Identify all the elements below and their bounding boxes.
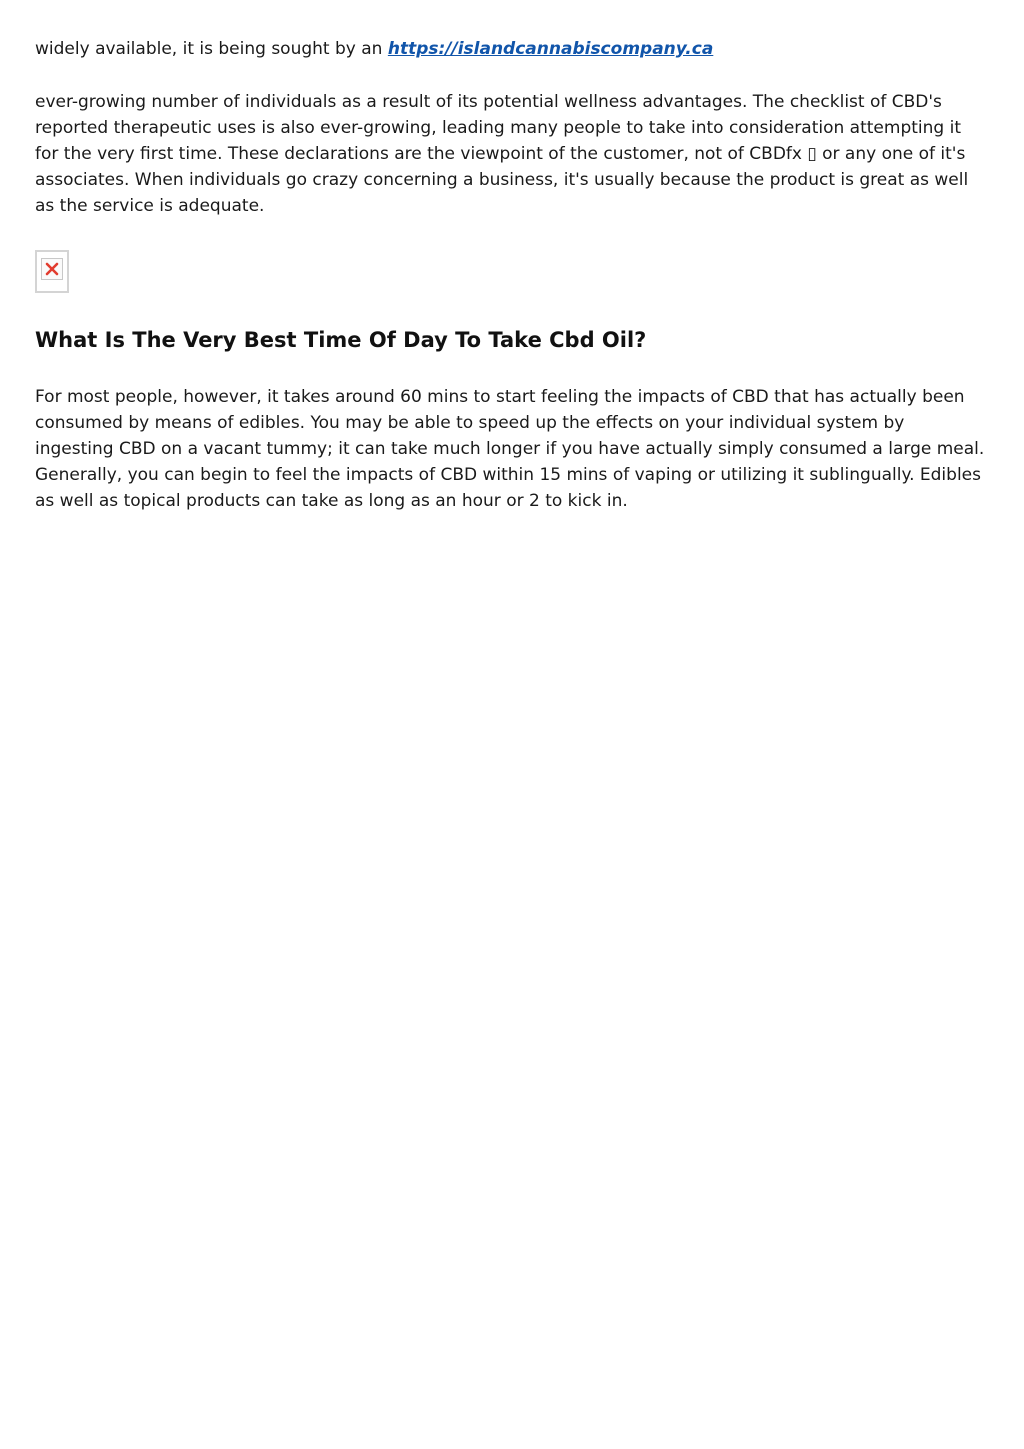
document-page <box>35 36 985 514</box>
company-link[interactable]: https://islandcannabiscompany.ca <box>387 39 714 59</box>
intro-text: widely available, it is being sought by an <box>35 39 388 59</box>
intro-line <box>35 36 985 62</box>
section-heading: What Is The Very Best Time Of Day To Take Cbd Oil? <box>35 328 647 352</box>
broken-image <box>35 250 69 293</box>
body-paragraph-2: For most people, however, it takes around 60 mins to start feeling the impacts of CBD that has actually been consumed by means of edibles. You may be able to speed up the effects on your individual system by ingesting CBD on a vacant tummy; it can take much longer if you have actually simply consumed a large meal. Generally, you can begin to feel the impacts of CBD within 15 mins of vaping or utilizing it sublingually. Edibles as well as topical products can take as long as an hour or 2 to kick in. <box>35 387 985 511</box>
broken-image-icon <box>41 258 63 280</box>
body-paragraph-1: ever-growing number of individuals as a result of its potential wellness advantages. The checklist of CBD's reported therapeutic uses is also ever-growing, leading many people to take into consideration attempting it for the very first time. These declarations are the viewpoint of the customer, not of CBDfx ▯ or any one of it's associates. When individuals go crazy concerning a business, it's usually because the product is great as well as the service is adequate. <box>35 92 969 216</box>
